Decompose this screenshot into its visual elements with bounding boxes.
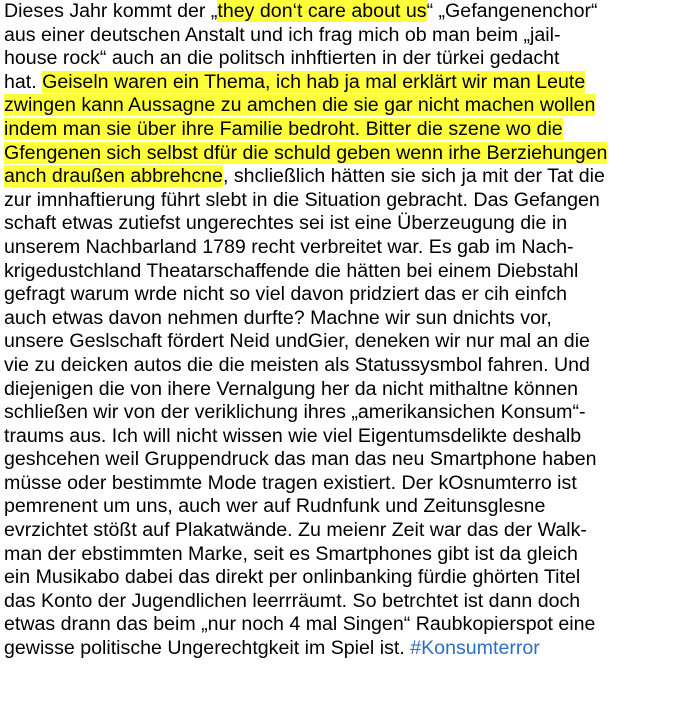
text-line: [4, 637, 672, 661]
text-line: [4, 47, 672, 71]
highlighted-text: Geiseln waren ein Thema, ich hab ja mal erklärt wir man Leute: [42, 70, 586, 93]
text-segment: vie zu deicken autos die die meisten als Statussysmbol fahren. Und: [4, 353, 590, 376]
text-line: [4, 448, 672, 472]
text-line: [4, 307, 672, 331]
text-segment: unserem Nachbarland 1789 recht verbreitet war. Es gab im Nach-: [4, 235, 574, 258]
text-segment: unsere Geslschaft fördert Neid undGier, deneken wir nur mal an die: [4, 330, 590, 353]
highlighted-text: they don‘t care about us: [217, 0, 427, 22]
text-segment: ein Musikabo dabei das direkt per onlinbanking fürdie ghörten Titel: [4, 566, 581, 589]
text-segment: man der ebstimmten Marke, seit es Smartphones gibt ist da gleich: [4, 542, 578, 565]
text-line: [4, 118, 672, 142]
text-line: [4, 330, 672, 354]
text-segment: schaft etwas zutiefst ungerechtes sei ist eine Überzeugung die in: [4, 212, 568, 235]
text-line: [4, 24, 672, 48]
hashtag-link[interactable]: #Konsumterror: [410, 637, 540, 660]
text-line: [4, 378, 672, 402]
text-line: [4, 472, 672, 496]
document-body: [4, 0, 672, 661]
text-segment: geshcehen weil Gruppendruck das man das neu Smartphone haben: [4, 448, 597, 471]
text-segment: traums aus. Ich will nicht wissen wie viel Eigentumsdelikte deshalb: [4, 424, 582, 447]
text-line: [4, 165, 672, 189]
text-line: [4, 566, 672, 590]
text-segment: hat.: [4, 70, 43, 93]
text-line: [4, 94, 672, 118]
highlighted-text: zwingen kann Aussagne zu amchen die sie gar nicht machen wollen: [4, 94, 596, 117]
text-line: [4, 590, 672, 614]
text-line: [4, 0, 672, 24]
text-segment: house rock“ auch an die politsch inhftierten in der türkei gedacht: [4, 47, 560, 70]
text-line: [4, 260, 672, 284]
text-segment: , shcließlich hätten sie sich ja mit der Tat die: [222, 165, 605, 188]
text-segment: aus einer deutschen Anstalt und ich frag mich ob man beim „jail-: [4, 23, 561, 46]
text-segment: “ „Gefangenenchor“: [426, 0, 598, 22]
text-line: [4, 236, 672, 260]
text-line: [4, 142, 672, 166]
text-line: [4, 401, 672, 425]
text-line: [4, 543, 672, 567]
text-segment: diejenigen die von ihere Vernalgung her da nicht mithaltne können: [4, 377, 579, 400]
highlighted-text: indem man sie über ihre Familie bedroht. Bitter die szene wo die: [4, 117, 563, 140]
highlighted-text: anch draußen abbrehcne: [4, 165, 223, 188]
text-line: [4, 283, 672, 307]
text-segment: Dieses Jahr kommt der „: [4, 0, 218, 22]
text-segment: evrzichtet stößt auf Plakatwände. Zu meienr Zeit war das der Walk-: [4, 519, 587, 542]
text-segment: müsse oder bestimmte Mode tragen existiert. Der kOsnumterro ist: [4, 471, 577, 494]
text-segment: pemrenent um uns, auch wer auf Rudnfunk und Zeitunsglesne: [4, 495, 546, 518]
text-segment: zur imnhaftierung führt slebt in die Situation gebracht. Das Gefangen: [4, 188, 600, 211]
text-line: [4, 354, 672, 378]
text-line: [4, 212, 672, 236]
text-line: [4, 71, 672, 95]
text-line: [4, 425, 672, 449]
text-segment: gefragt warum wrde nicht so viel davon pridziert das er cih einfch: [4, 283, 568, 306]
text-segment: krigedustchland Theatarschaffende die hätten bei einem Diebstahl: [4, 259, 579, 282]
highlighted-text: Gfengenen sich selbst dfür die schuld geben wenn irhe Berziehungen: [4, 141, 608, 164]
text-segment: schließen wir von der veriklichung ihres „amerikansichen Konsum“-: [4, 401, 586, 424]
text-line: [4, 519, 672, 543]
text-segment: etwas drann das beim „nur noch 4 mal Singen“ Raubkopierspot eine: [4, 613, 596, 636]
text-segment: das Konto der Jugendlichen leerrräumt. So betrchtet ist dann doch: [4, 589, 581, 612]
text-line: [4, 613, 672, 637]
text-line: [4, 495, 672, 519]
text-segment: auch etwas davon nehmen durfte? Machne wir sun dnichts vor,: [4, 306, 552, 329]
text-segment: gewisse politische Ungerechtgkeit im Spiel ist.: [4, 637, 411, 660]
text-line: [4, 189, 672, 213]
